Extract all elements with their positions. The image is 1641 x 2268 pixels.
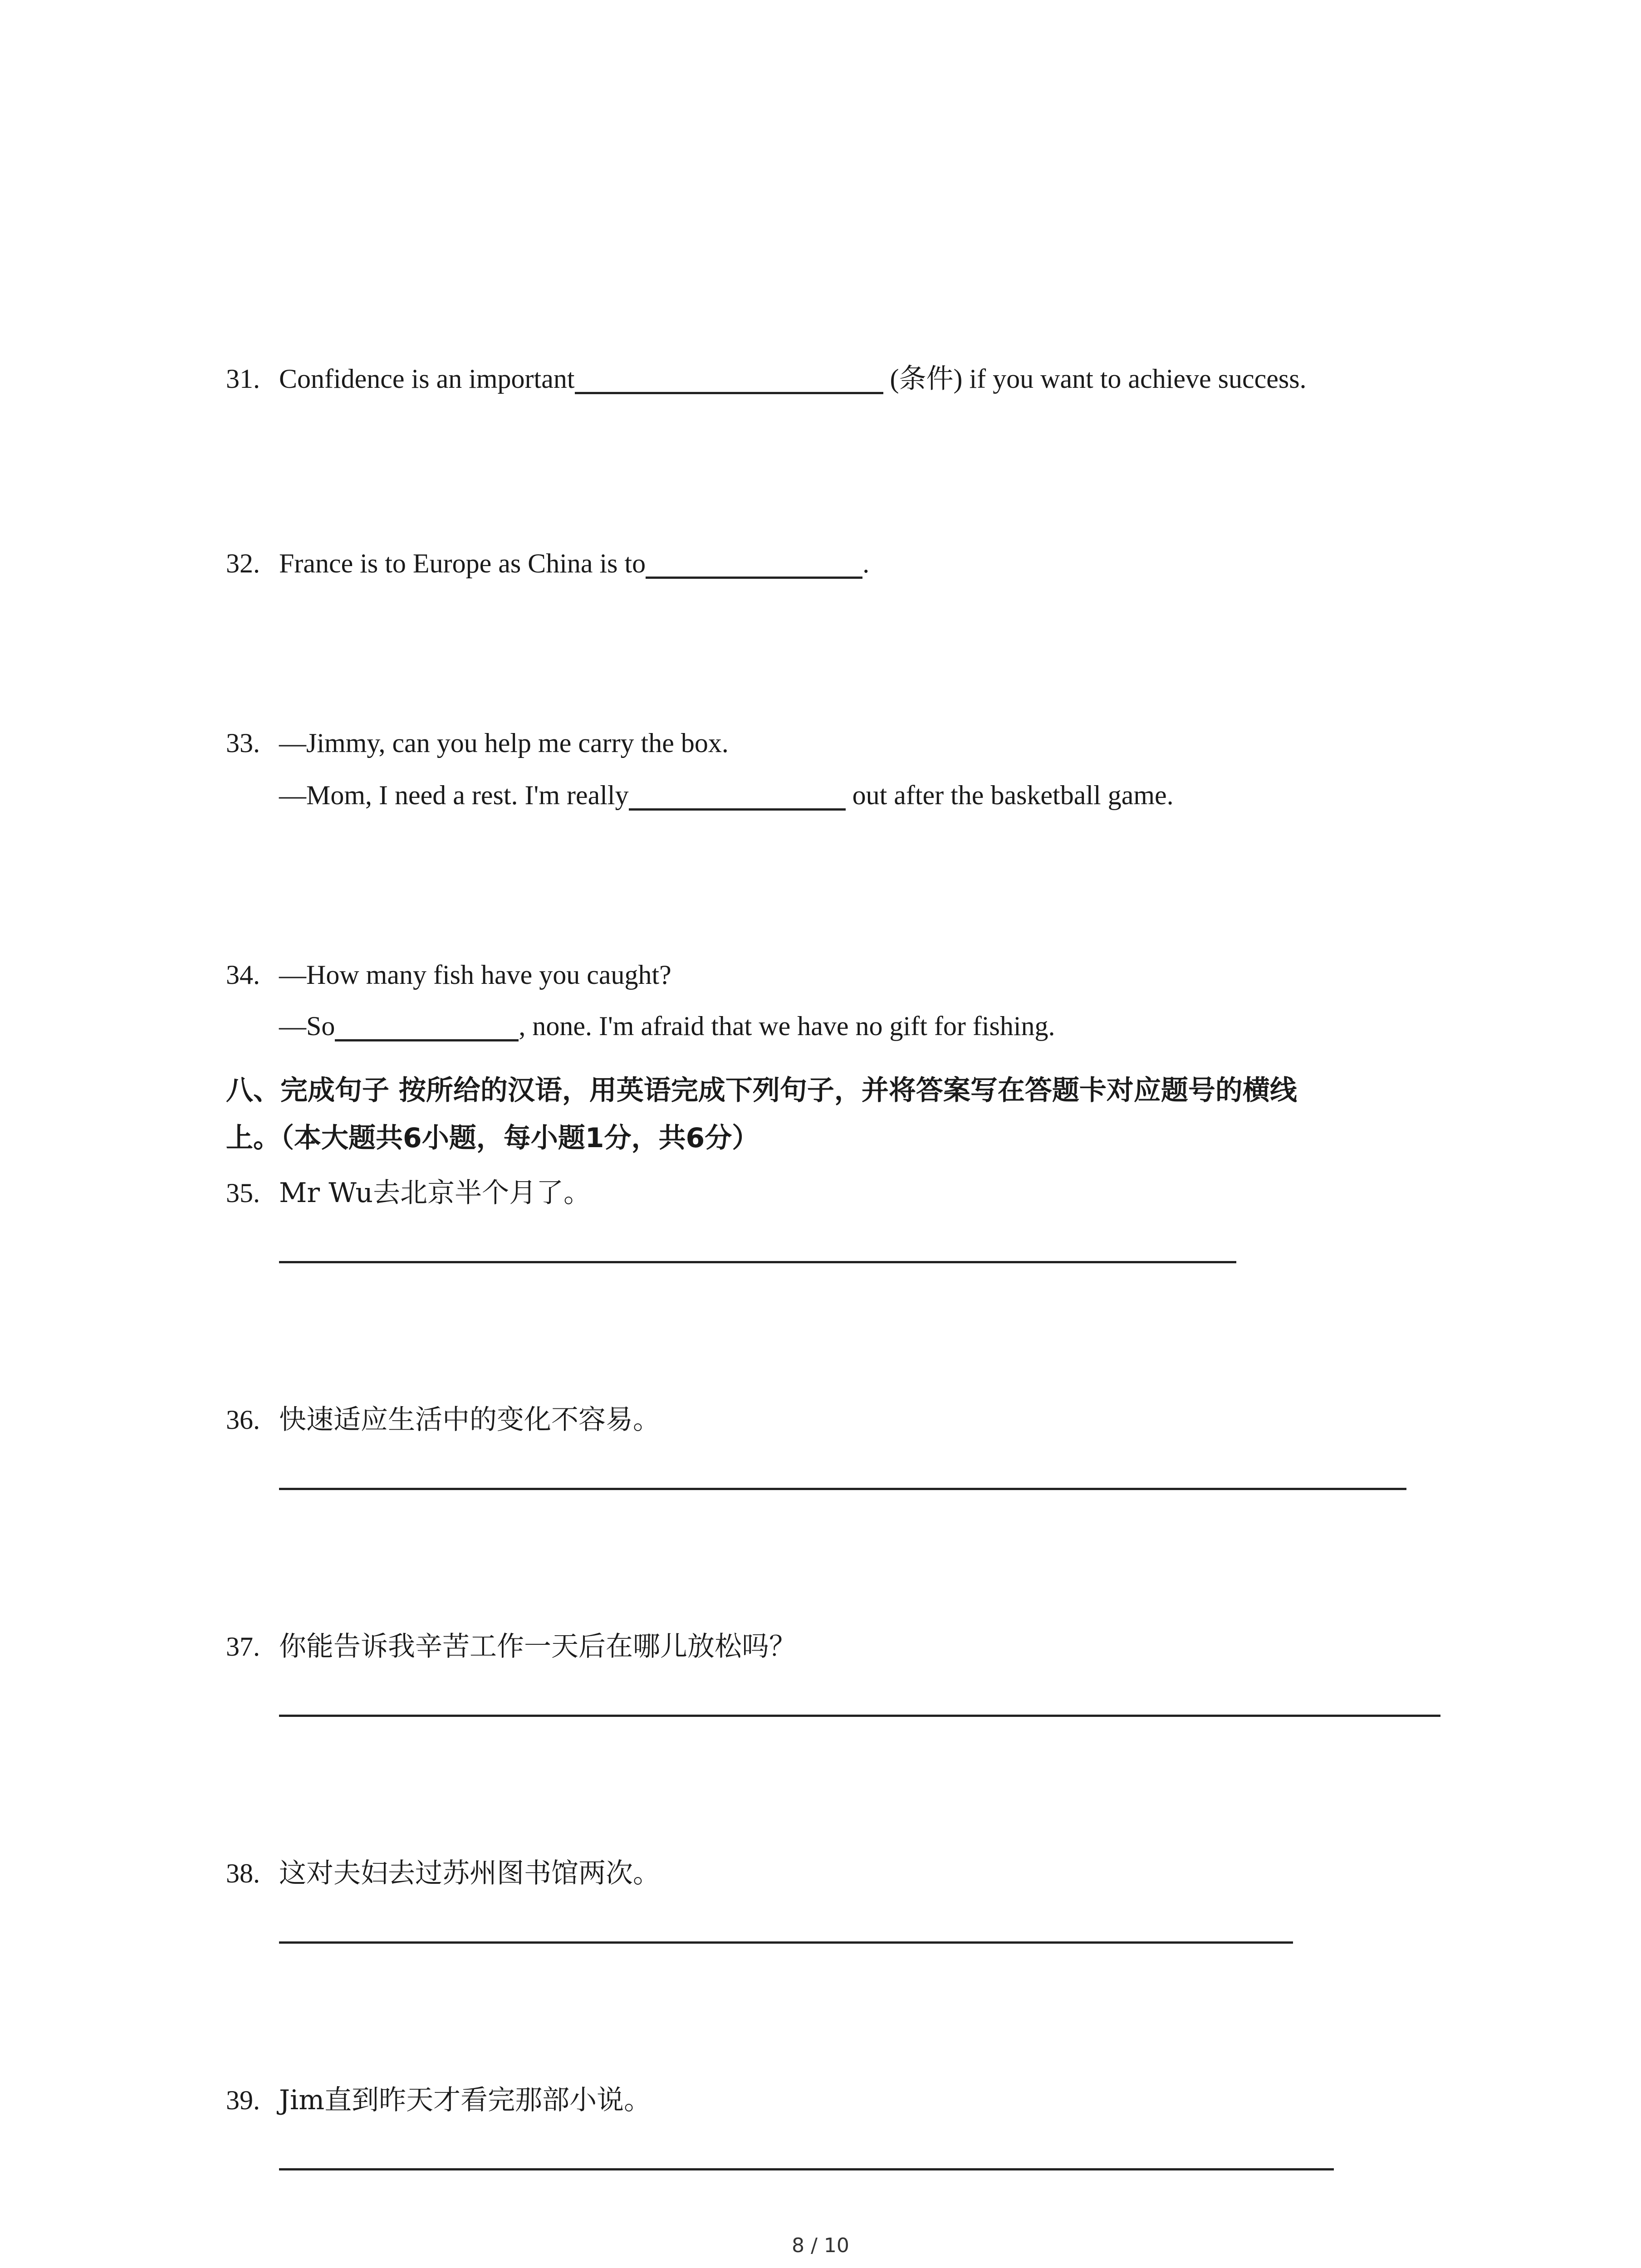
question-number: 38.: [226, 1858, 260, 1888]
answer-line[interactable]: [279, 2168, 1334, 2170]
question-33: [279, 777, 1174, 813]
question-number: 32.: [226, 548, 260, 578]
question-number: 36.: [226, 1405, 260, 1435]
answer-blank[interactable]: [575, 364, 883, 394]
question-number: 35.: [226, 1178, 260, 1208]
question-text: .: [862, 548, 870, 578]
translation-prompt: 快速适应生活中的变化不容易。: [279, 1404, 660, 1436]
answer-line[interactable]: [279, 1488, 1406, 1490]
question-number: 39.: [226, 2085, 260, 2115]
page-number: 8 / 10: [792, 2234, 849, 2257]
question-31: [279, 361, 1307, 397]
answer-blank[interactable]: [629, 780, 846, 811]
translation-prompt: Mr Wu去北京半个月了。: [279, 1177, 591, 1209]
question-32: [279, 545, 869, 582]
question-text: , none. I'm afraid that we have no gift for fishing.: [519, 1011, 1055, 1041]
question-text: Confidence is an important: [279, 364, 575, 394]
question-number: 37.: [226, 1632, 260, 1662]
question-text: —Mom, I need a rest. I'm really: [279, 780, 629, 810]
question-text: (条件) if you want to achieve success.: [883, 364, 1307, 394]
section-heading-continued: 上。（本大题共6小题，每小题1分，共6分）: [226, 1122, 759, 1154]
question-number: 33.: [226, 728, 260, 758]
question-33-dialog-line: —Jimmy, can you help me carry the box.: [279, 728, 729, 758]
translation-prompt: 这对夫妇去过苏州图书馆两次。: [279, 1857, 660, 1889]
translation-prompt: Jim直到昨天才看完那部小说。: [279, 2084, 652, 2116]
question-34: [279, 1008, 1055, 1044]
answer-line[interactable]: [279, 1941, 1293, 1944]
question-text: out after the basketball game.: [845, 780, 1174, 810]
question-number: 31.: [226, 364, 260, 394]
answer-blank[interactable]: [335, 1011, 519, 1041]
question-text: —So: [279, 1011, 335, 1041]
translation-prompt: 你能告诉我辛苦工作一天后在哪儿放松吗？: [279, 1631, 796, 1662]
question-34-dialog-line: —How many fish have you caught?: [279, 960, 671, 990]
answer-line[interactable]: [279, 1715, 1440, 1717]
question-text: France is to Europe as China is to: [279, 548, 646, 578]
answer-blank[interactable]: [646, 548, 862, 579]
answer-line[interactable]: [279, 1261, 1236, 1263]
section-heading: 八、完成句子 按所给的汉语，用英语完成下列句子，并将答案写在答题卡对应题号的横线: [226, 1075, 1297, 1106]
question-number: 34.: [226, 960, 260, 990]
